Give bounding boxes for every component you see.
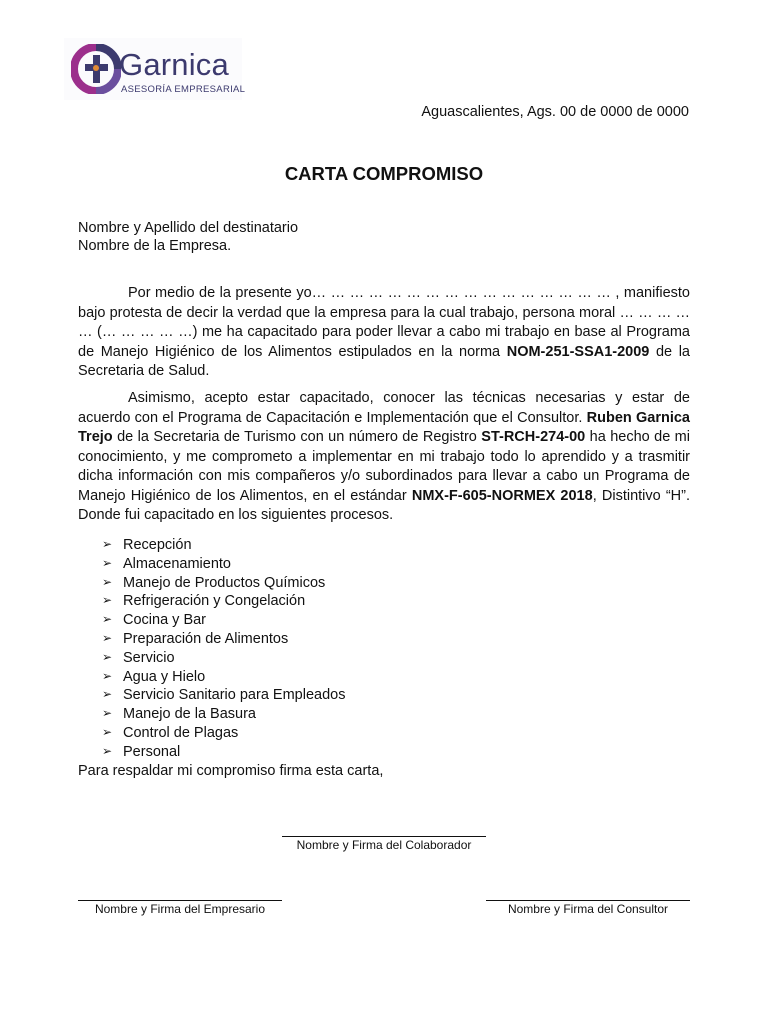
paragraph-2-text-c: ha hecho de mi conocimiento, y me comprometo a implementar en mi trabajo todo lo aprendido y a trasmitir dicha información con mis compañeros y/o subordinados para llevar a cabo un Programa de Manejo Higiénico de los Alimentos, en el estándar [78,429,690,504]
employer-signature [78,900,282,916]
closing-line: Para respaldar mi compromiso firma esta carta, [78,763,384,779]
arrow-bullet-icon: ➢ [102,687,113,702]
list-item: ➢ Refrigeración y Congelación [102,593,306,610]
paragraph-2-text-b: de la Secretaria de Turismo con un número de Registro [112,429,482,445]
consultant-name: Ruben Garnica Trejo [78,409,690,445]
garnica-logo-mark-icon [71,44,121,94]
list-item: ➢ Preparación de Alimentos [102,630,289,647]
list-item: ➢ Recepción [102,537,192,553]
commitment-paragraph-1 [78,284,690,382]
collaborator-signature [282,836,486,852]
garnica-logo [64,38,246,100]
logo-wordmark: Garnica [119,47,229,82]
consultant-signature [486,900,690,916]
date-line: Aguascalientes, Ags. 00 de 0000 de 0000 [421,104,689,120]
arrow-bullet-icon: ➢ [102,537,113,551]
recipient-block [78,219,298,255]
letter-title: CARTA COMPROMISO [284,163,484,184]
list-item: ➢ Manejo de la Basura [102,706,256,723]
paragraph-1-text-b: de la Secretaria de Salud. [78,343,690,379]
arrow-bullet-icon: ➢ [102,593,113,608]
list-item: ➢ Cocina y Bar [102,612,207,629]
paragraph-2-text-a: Asimismo, acepto estar capacitado, conocer las técnicas necesarias y estar de acuerdo con el Programa de Capacitación e Implementación que el Consultor. [78,390,690,426]
standard-reference: NMX-F-605-NORMEX 2018 [411,487,593,504]
list-item: ➢ Manejo de Productos Químicos [102,574,326,591]
list-item: ➢ Servicio Sanitario para Empleados [102,687,346,704]
arrow-bullet-icon: ➢ [102,612,113,627]
process-list [102,536,345,762]
arrow-bullet-icon: ➢ [102,630,113,645]
consultant-signature-label: Nombre y Firma del Consultor [507,902,669,916]
arrow-bullet-icon: ➢ [102,743,113,758]
logo-tagline: ASESORÍA EMPRESARIAL [121,84,246,95]
norm-reference: NOM-251-SSA1-2009 [506,343,650,360]
recipient-company: Nombre de la Empresa. [78,238,232,254]
collaborator-signature-label: Nombre y Firma del Colaborador [296,838,472,852]
arrow-bullet-icon: ➢ [102,555,113,570]
paragraph-2-text-d: , Distintivo “H”. Donde fui capacitado en los siguientes procesos. [78,487,691,523]
paragraph-1-text-a: Por medio de la presente yo… … … … … … … … … … … … … … … … , manifiesto bajo protesta de decir la verdad que la empresa para la cual trabajo, persona moral … … … … … (… … … … …) me ha capacitado para poder llevar a cabo mi trabajo en base al Programa de Manejo Higiénico de los Alimentos estipulados en la norma [78,285,690,360]
list-item: ➢ Personal [102,743,181,760]
arrow-bullet-icon: ➢ [102,724,113,739]
recipient-name: Nombre y Apellido del destinatario [78,220,299,236]
arrow-bullet-icon: ➢ [102,668,113,683]
employer-signature-label: Nombre y Firma del Empresario [94,902,266,916]
arrow-bullet-icon: ➢ [102,574,113,589]
list-item: ➢ Control de Plagas [102,724,239,741]
list-item: ➢ Servicio [102,649,175,666]
registry-number: ST-RCH-274-00 [481,429,586,445]
list-item: ➢ Almacenamiento [102,555,231,572]
arrow-bullet-icon: ➢ [102,706,113,721]
list-item: ➢ Agua y Hielo [102,668,206,685]
commitment-paragraph-2 [78,389,690,526]
arrow-bullet-icon: ➢ [102,649,113,664]
